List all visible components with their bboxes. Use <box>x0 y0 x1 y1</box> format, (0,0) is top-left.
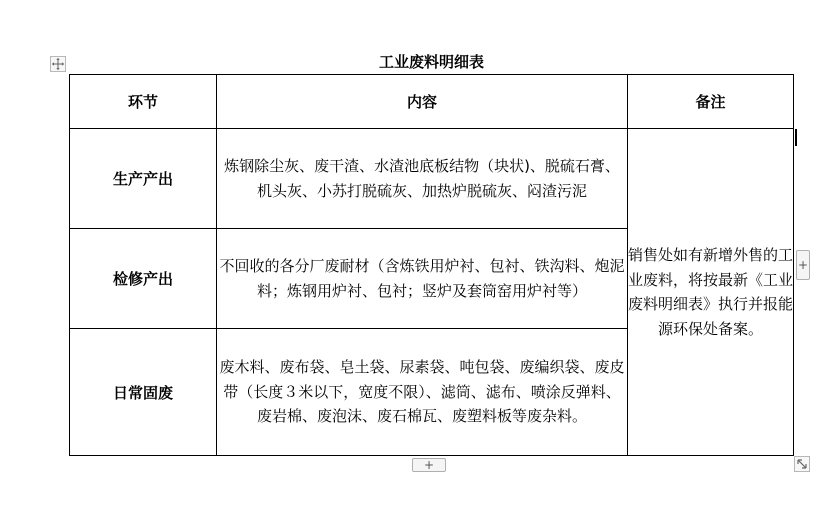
text-cursor <box>795 129 797 146</box>
stage-cell[interactable]: 日常固废 <box>70 329 217 456</box>
header-content[interactable]: 内容 <box>217 75 628 129</box>
table-row <box>70 129 794 229</box>
resize-icon <box>795 457 809 471</box>
header-stage[interactable]: 环节 <box>70 75 217 129</box>
waste-table <box>69 74 794 456</box>
note-cell[interactable]: 销售处如有新增外售的工业废料，将按最新《工业废料明细表》执行并报能源环保处备案。 <box>628 129 794 456</box>
content-cell[interactable]: 不回收的各分厂废耐材（含炼铁用炉衬、包衬、铁沟料、炮泥料；炼钢用炉衬、包衬；竖炉及套筒窑用炉衬等） <box>217 229 628 329</box>
stage-cell[interactable]: 检修产出 <box>70 229 217 329</box>
content-cell[interactable]: 炼钢除尘灰、废干渣、水渣池底板结物（块状)、脱硫石膏、机头灰、小苏打脱硫灰、加热炉脱硫灰、闷渣污泥 <box>217 129 628 229</box>
header-row <box>70 75 794 129</box>
move-icon <box>51 57 65 71</box>
add-row-button[interactable]: + <box>796 250 810 280</box>
table-resize-handle[interactable] <box>794 456 810 472</box>
stage-cell[interactable]: 生产产出 <box>70 129 217 229</box>
table-move-handle[interactable] <box>50 56 66 72</box>
table-title: 工业废料明细表 <box>378 53 484 71</box>
content-cell[interactable]: 废木料、废布袋、皂土袋、尿素袋、吨包袋、废编织袋、废皮带（长度３米以下，宽度不限）、滤筒、滤布、喷涂反弹料、废岩棉、废泡沫、废石棉瓦、废塑料板等废杂料。 <box>217 329 628 456</box>
header-note[interactable]: 备注 <box>628 75 794 129</box>
add-column-button[interactable]: + <box>412 458 446 472</box>
